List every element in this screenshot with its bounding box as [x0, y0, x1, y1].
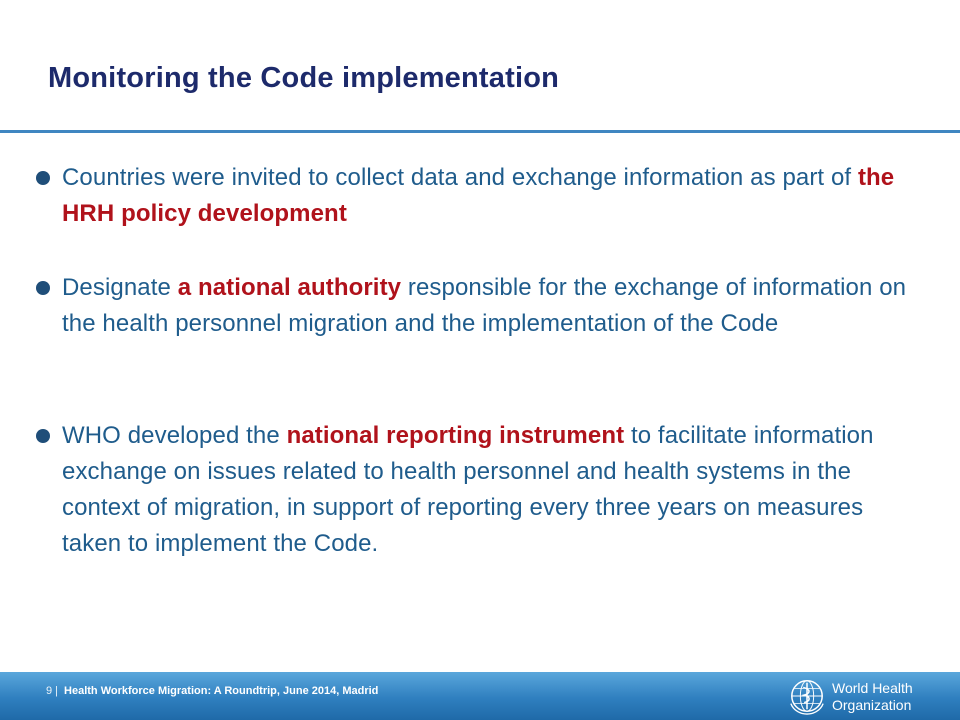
bullet-text: [62, 274, 906, 337]
title-divider: [0, 130, 960, 133]
footer-caption: [46, 685, 378, 697]
bullet-text: [62, 422, 874, 557]
slide-title: Monitoring the Code implementation: [48, 62, 560, 94]
bullet-segment: responsible for the exchange of information on the health personnel migration and the implementation of the Code: [62, 274, 907, 337]
who-emblem-icon: [788, 677, 826, 715]
page-number: 9 |: [46, 685, 59, 697]
bullet-segment: WHO developed the: [62, 422, 287, 449]
bullet-segment: Countries were invited to collect data and exchange information as part of: [62, 164, 858, 191]
who-wordmark: [832, 680, 913, 714]
bullet-dot-icon: [36, 281, 50, 295]
bullet-dot-icon: [36, 171, 50, 185]
bullet-emphasis: a national authority: [177, 274, 402, 301]
bullet-item: [36, 270, 926, 342]
footer-title: Health Workforce Migration: A Roundtrip, June 2014, Madrid: [64, 685, 379, 697]
bullet-item: [36, 160, 926, 232]
who-wordmark-line1: World Health: [832, 680, 913, 696]
bullet-dot-icon: [36, 429, 50, 443]
bullet-text: [62, 164, 894, 227]
bullet-emphasis: national reporting instrument: [286, 422, 625, 449]
bullet-segment: to facilitate information exchange on issues related to health personnel and health systems in the context of migration, in support of reporting every three years on measures taken to implement the Code.: [62, 422, 874, 557]
bullet-item: [36, 418, 926, 562]
bullet-emphasis: the HRH policy development: [62, 164, 895, 227]
bullet-segment: Designate: [62, 274, 178, 301]
who-wordmark-line2: Organization: [832, 697, 912, 713]
